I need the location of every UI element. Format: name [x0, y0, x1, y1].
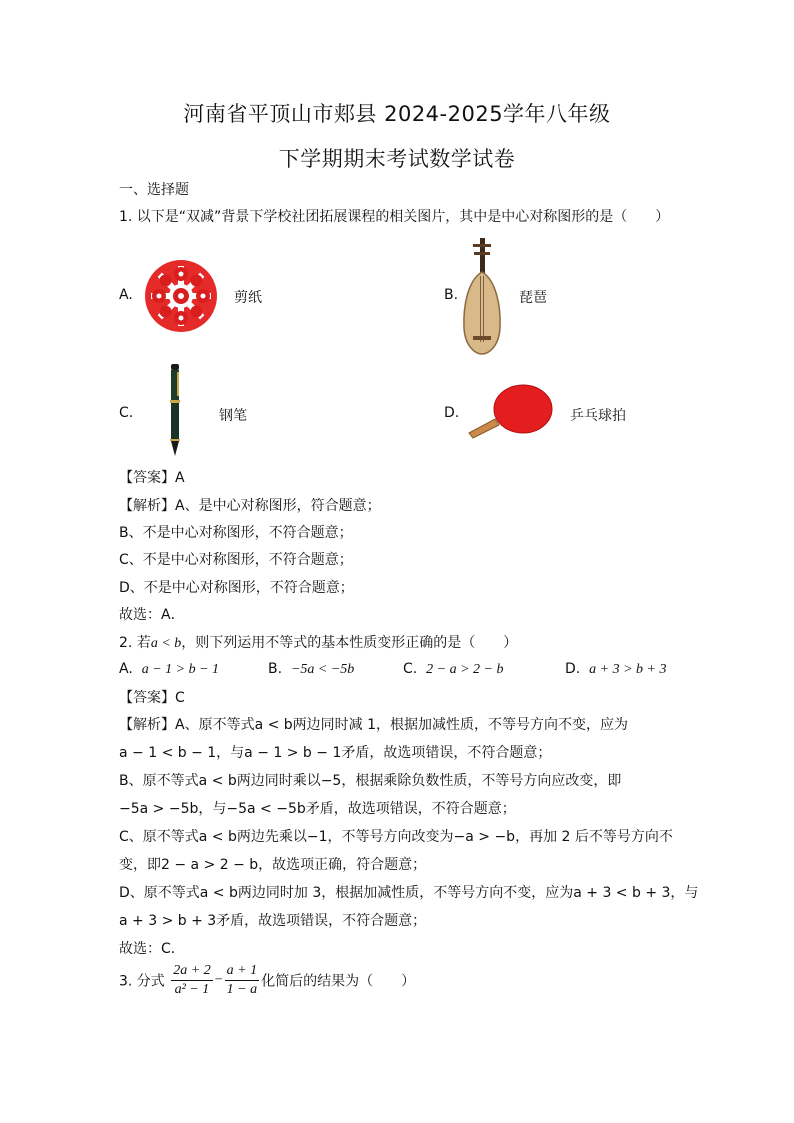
- q1-option-b-letter: B.: [444, 287, 459, 303]
- q1-analysis-line: 【解析】A、是中心对称图形，符合题意；: [119, 498, 381, 514]
- q1-option-b-caption: 琵琶: [519, 290, 547, 306]
- q1-analysis-line: 故选：A．: [119, 607, 185, 623]
- q2-option-a-expr: a − 1 > b − 1: [141, 662, 220, 677]
- q1-option-c-caption: 钢笔: [219, 408, 247, 424]
- q3-stem: [119, 962, 415, 999]
- q2-option-a: [119, 661, 219, 678]
- pen-icon: [168, 364, 182, 458]
- q1-option-d-letter: D.: [444, 405, 460, 421]
- q2-analysis-line: 变，即2 − a > 2 − b，故选项正确，符合题意；: [119, 857, 427, 873]
- q3-fraction-1-numerator: 2a + 2: [171, 962, 212, 981]
- q2-analysis-line: a − 1 < b − 1，与a − 1 > b − 1矛盾，故选项错误，不符合题意；: [119, 745, 552, 761]
- q1-stem: 1. 以下是“双减”背景下学校社团拓展课程的相关图片，其中是中心对称图形的是（ ）: [119, 209, 670, 225]
- pipa-icon: [460, 236, 504, 356]
- q3-fraction-2-denominator: 1 − a: [226, 982, 258, 997]
- q2-analysis-line: 【解析】A、原不等式a < b两边同时减 1，根据加减性质，不等号方向不变，应为: [119, 717, 629, 733]
- page-title-line1: 河南省平顶山市郏县 2024-2025学年八年级: [183, 102, 611, 126]
- q2-option-c-expr: 2 − a > 2 − b: [426, 662, 504, 677]
- page-title-line2: 下学期期末考试数学试卷: [278, 147, 516, 171]
- q3-fraction-1: [171, 962, 212, 999]
- q2-option-d-letter: D.: [565, 661, 581, 677]
- q3-prefix: 3. 分式: [119, 973, 165, 990]
- q2-analysis-line: −5a > −5b，与−5a < −5b矛盾，故选项错误，不符合题意；: [119, 801, 516, 817]
- q2-analysis-line: 故选：C．: [119, 941, 185, 957]
- q1-analysis-line: D、不是中心对称图形，不符合题意；: [119, 580, 354, 596]
- q2-analysis-line: D、原不等式a < b两边同时加 3，根据加减性质，不等号方向不变，应为a + 3 < b + 3，与: [119, 885, 699, 901]
- q3-minus: −: [214, 972, 223, 988]
- q3-fraction-2-numerator: a + 1: [225, 962, 259, 981]
- paper-cut-icon: [141, 257, 221, 335]
- ping-pong-paddle-icon: [465, 383, 555, 441]
- q2-option-d-expr: a + 3 > b + 3: [589, 662, 667, 677]
- q1-option-c-letter: C.: [119, 405, 134, 421]
- q2-analysis-line: B、原不等式a < b两边同时乘以−5，根据乘除负数性质，不等号方向应改变，即: [119, 773, 622, 789]
- q2-stem-suffix: ，则下列运用不等式的基本性质变形正确的是（ ）: [181, 635, 518, 651]
- q3-fraction-2: [225, 962, 259, 999]
- q2-option-c: [403, 661, 503, 678]
- q2-stem-math: a < b: [150, 636, 182, 651]
- q2-option-a-letter: A.: [119, 661, 133, 677]
- q2-analysis-line: C、原不等式a < b两边先乘以−1，不等号方向改变为−a > −b，再加 2 后不等号方向不: [119, 829, 673, 845]
- q1-option-a-letter: A.: [119, 287, 133, 303]
- q2-analysis-line: a + 3 > b + 3矛盾，故选项错误，不符合题意；: [119, 913, 427, 929]
- q1-option-d-caption: 乒乓球拍: [570, 408, 626, 424]
- q2-answer: 【答案】C: [119, 690, 185, 706]
- q1-analysis-line: C、不是中心对称图形，不符合题意；: [119, 552, 353, 568]
- q2-option-d: [565, 661, 666, 678]
- q2-option-b-letter: B.: [268, 661, 283, 677]
- q2-option-b-expr: −5a < −5b: [290, 662, 355, 677]
- q2-stem-prefix: 2. 若: [119, 635, 151, 651]
- section-label: 一、选择题: [119, 182, 189, 198]
- q3-suffix: 化简后的结果为（ ）: [261, 973, 416, 990]
- q1-analysis-line: B、不是中心对称图形，不符合题意；: [119, 525, 353, 541]
- q1-option-a-caption: 剪纸: [234, 290, 262, 306]
- q2-option-c-letter: C.: [403, 661, 418, 677]
- q2-stem: [119, 633, 517, 654]
- q3-fraction-1-denominator: a² − 1: [174, 982, 210, 997]
- q1-answer: 【答案】A: [119, 470, 185, 486]
- q2-option-b: [268, 661, 354, 678]
